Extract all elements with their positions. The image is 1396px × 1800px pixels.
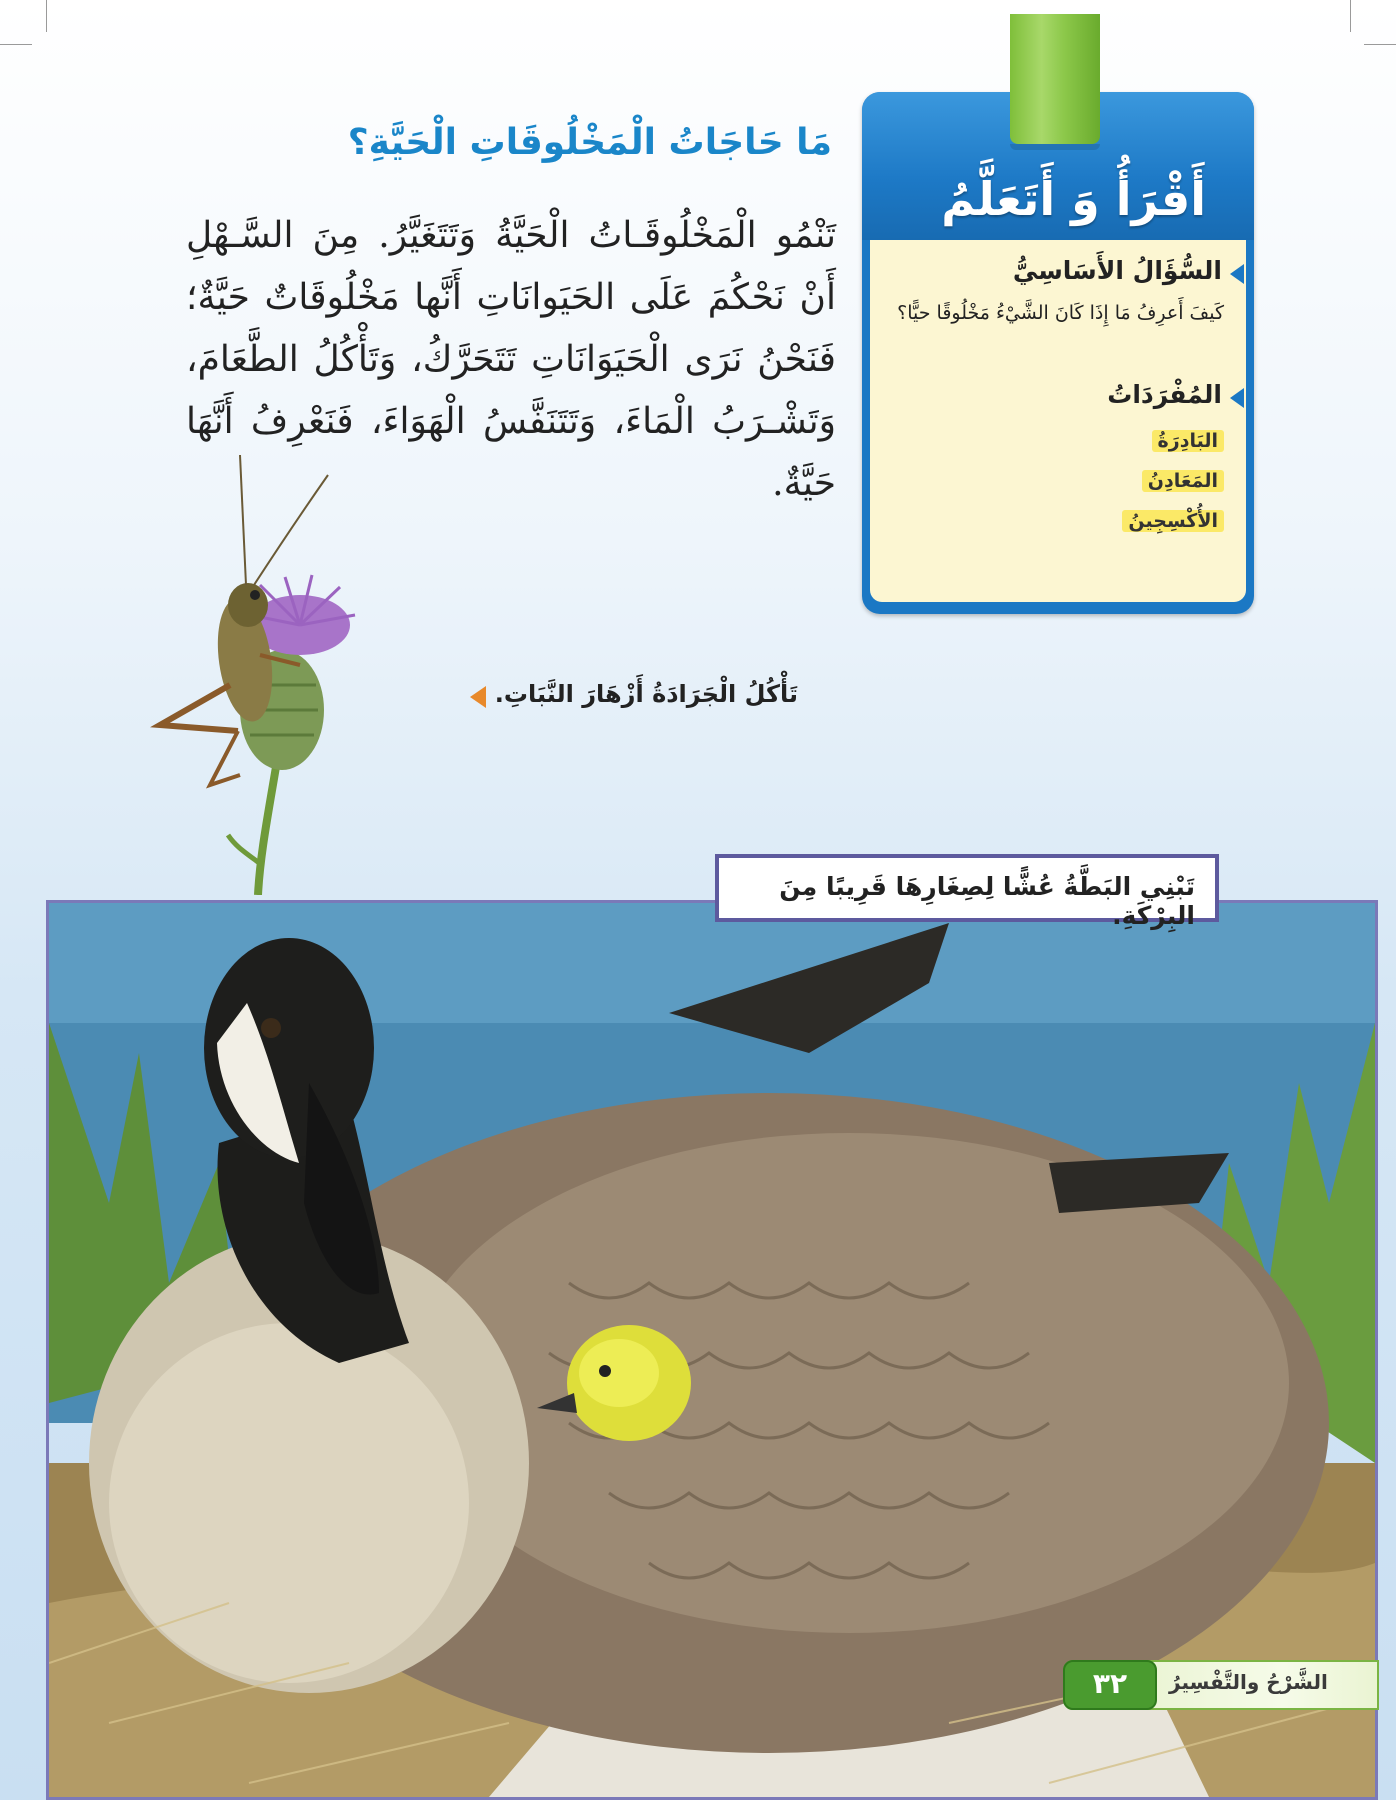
vocab-item[interactable]: البَادِرَةُ: [1152, 430, 1224, 452]
bookmark-ribbon: [1010, 14, 1100, 144]
vocabulary-heading-text: المُفْرَدَاتُ: [1107, 380, 1222, 409]
goose-caption: تَبْنِي البَطَّةُ عُشًّا لِصِغَارِهَا قَرِيبًا مِنَ البِرْكَةِ.: [779, 872, 1195, 930]
page-footer-badge: [1063, 1660, 1379, 1710]
vocabulary-heading: [1107, 380, 1246, 409]
vocab-item[interactable]: المَعَادِنُ: [1142, 470, 1224, 492]
read-and-learn-box: [862, 92, 1254, 614]
essential-question-heading-text: السُّؤَالُ الأَسَاسِيُّ: [1012, 256, 1222, 285]
crop-mark: [1364, 44, 1396, 45]
crop-mark: [1350, 0, 1351, 32]
grasshopper-illustration: [150, 455, 410, 895]
section-label: الشَّرْحُ والتَّفْسِيرُ: [1169, 1670, 1328, 1694]
crop-mark: [0, 44, 32, 45]
triangle-bullet-icon: [1230, 264, 1244, 284]
crop-mark: [46, 0, 47, 32]
goose-caption-box: [715, 854, 1219, 930]
essential-question-heading: [1013, 256, 1246, 285]
body-paragraph: تَنْمُو الْمَخْلُوقَـاتُ الْحَيَّةُ وَتَتَغَيَّرُ. مِنَ السَّـهْلِ أَنْ نَحْكُمَ عَلَى الحَيَوانَاتِ أَنَّها مَخْلُوقَاتٌ حَيَّةٌ؛ فَنَحْنُ نَرَى الْحَيَوَانَاتِ تَتَحَرَّكُ، وَتَأْكُلُ الطَّعَامَ، وَتَشْـرَبُ الْمَاءَ، وَتَتَنَفَّسُ الْهَوَاءَ، فَنَعْرِفُ أَنَّهَا حَيَّةٌ.: [186, 215, 836, 504]
read-and-learn-body: [870, 240, 1246, 602]
caption-arrow-icon: [470, 686, 486, 708]
vocab-item[interactable]: الأُكْسِجِينُ: [1122, 510, 1224, 532]
page-number: ٣٢: [1063, 1660, 1157, 1710]
triangle-bullet-icon: [1230, 388, 1244, 408]
read-and-learn-title: أَقْرَأُ وَ أَتَعَلَّمُ: [941, 172, 1206, 226]
grasshopper-caption: تَأْكُلُ الْجَرَادَةُ أَزْهَارَ النَّبَاتِ.: [494, 680, 798, 708]
essential-question-text: كَيفَ أَعرِفُ مَا إِذَا كَانَ الشَّيْءُ مَخْلُوقًا حيًّا؟: [897, 302, 1224, 324]
section-heading: مَا حَاجَاتُ الْمَخْلُوقَاتِ الْحَيَّةِ؟: [347, 122, 832, 163]
